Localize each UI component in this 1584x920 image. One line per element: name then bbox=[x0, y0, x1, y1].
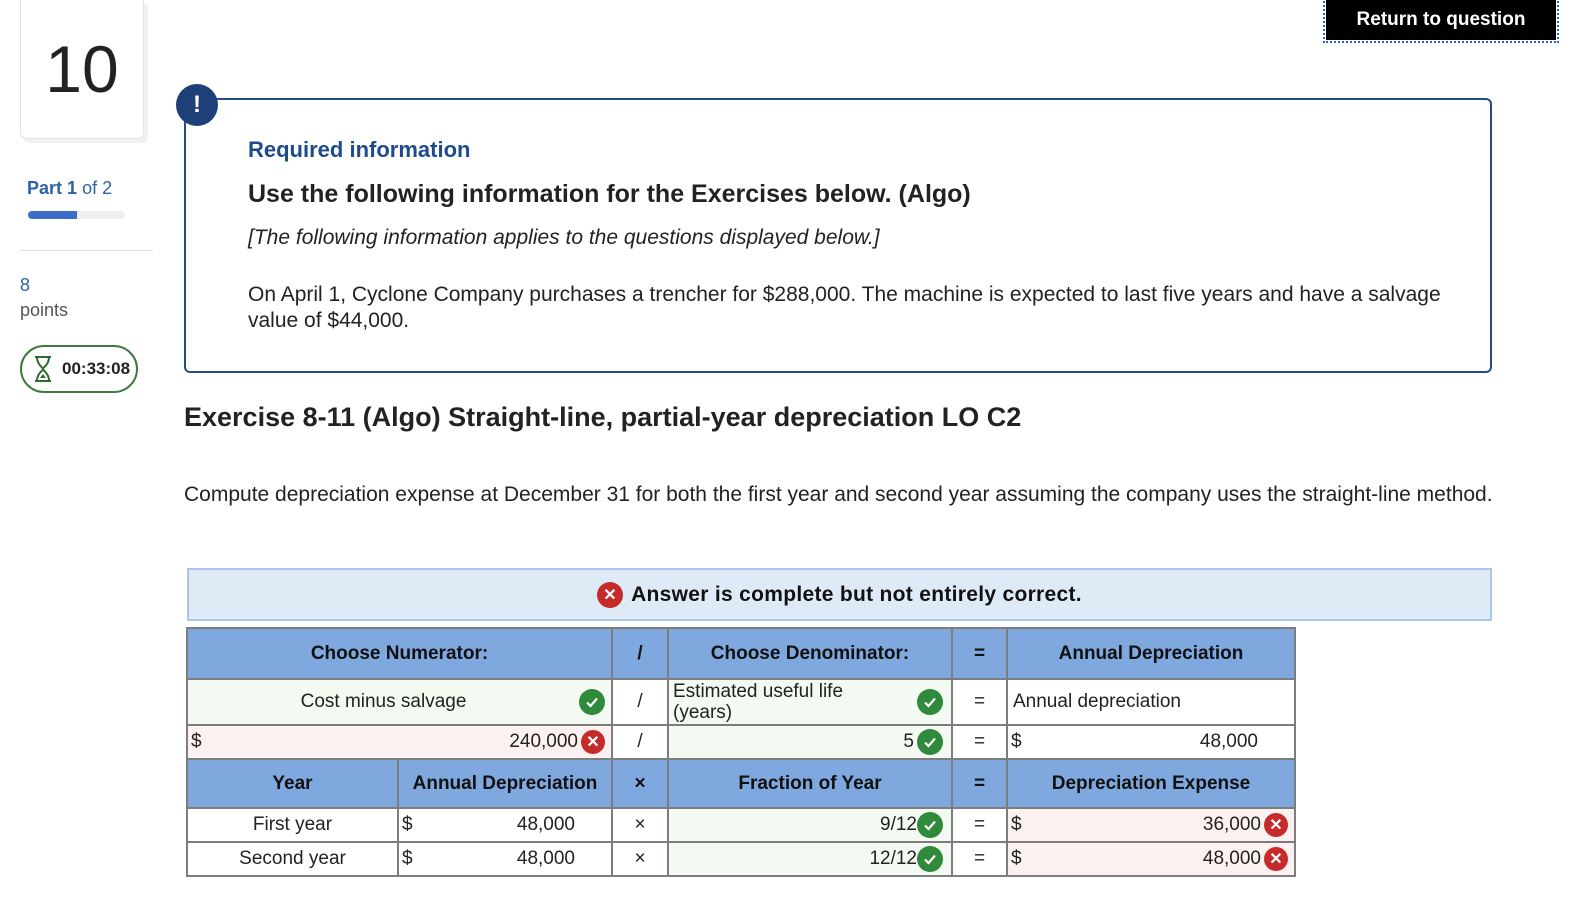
annual-depreciation-value: 48,000 bbox=[1199, 731, 1258, 752]
depreciation-table bbox=[186, 627, 1296, 877]
year-label: Second year bbox=[187, 842, 398, 876]
expense-value: 36,000 bbox=[1202, 814, 1261, 835]
header-times: × bbox=[612, 759, 668, 808]
row2-equals: = bbox=[952, 725, 1007, 759]
header-depreciation-expense: Depreciation Expense bbox=[1007, 759, 1295, 808]
header-numerator: Choose Numerator: bbox=[187, 628, 612, 679]
denominator-value: Estimated useful life (years) bbox=[673, 681, 844, 723]
dollar-sign: $ bbox=[1011, 814, 1022, 835]
fraction-value: 9/12 bbox=[880, 814, 917, 835]
points-value: 8 bbox=[20, 275, 31, 295]
fraction-input[interactable] bbox=[668, 842, 952, 876]
timer-value: 00:33:08 bbox=[62, 359, 131, 378]
exercise-instructions: Compute depreciation expense at December 31 for both the first year and second year assuming the company uses the straight-line method. bbox=[184, 483, 1493, 506]
numerator-select[interactable] bbox=[187, 679, 612, 725]
equals-sign: = bbox=[952, 808, 1007, 842]
denominator-amount: 5 bbox=[903, 731, 914, 752]
points-label: points bbox=[20, 300, 69, 320]
annual-value: 48,000 bbox=[516, 848, 575, 869]
numerator-value: Cost minus salvage bbox=[300, 691, 467, 712]
incorrect-icon: ✕ bbox=[597, 582, 623, 608]
incorrect-icon: ✕ bbox=[581, 730, 605, 754]
part-progress-fill bbox=[28, 211, 77, 219]
part-word: Part bbox=[27, 178, 63, 198]
row1-slash: / bbox=[612, 679, 668, 725]
part-of: of 2 bbox=[82, 178, 113, 198]
dollar-sign: $ bbox=[402, 848, 413, 869]
applies-note: [The following information applies to the questions displayed below.] bbox=[248, 226, 880, 249]
expense-input[interactable] bbox=[1007, 842, 1295, 876]
correct-icon bbox=[917, 812, 943, 838]
equals-sign: = bbox=[952, 842, 1007, 876]
dollar-sign: $ bbox=[402, 814, 413, 835]
correct-icon bbox=[917, 689, 943, 715]
header-fraction-of-year: Fraction of Year bbox=[668, 759, 952, 808]
header-year: Year bbox=[187, 759, 398, 808]
annual-cell bbox=[398, 808, 612, 842]
header-annual-depreciation: Annual Depreciation bbox=[1007, 628, 1295, 679]
header-slash: / bbox=[612, 628, 668, 679]
table-row bbox=[187, 808, 1295, 842]
annual-value: 48,000 bbox=[516, 814, 575, 835]
header-denominator: Choose Denominator: bbox=[668, 628, 952, 679]
table-row bbox=[187, 842, 1295, 876]
sidebar-divider bbox=[20, 250, 153, 251]
part-indicator bbox=[27, 178, 112, 199]
denominator-select[interactable] bbox=[668, 679, 952, 725]
answer-status-banner bbox=[187, 568, 1492, 621]
fraction-input[interactable] bbox=[668, 808, 952, 842]
correct-icon bbox=[917, 729, 943, 755]
part-current: 1 bbox=[67, 178, 78, 198]
incorrect-icon: ✕ bbox=[1264, 847, 1288, 871]
correct-icon bbox=[917, 846, 943, 872]
header-equals-2: = bbox=[952, 759, 1007, 808]
incorrect-icon: ✕ bbox=[1264, 813, 1288, 837]
row1-equals: = bbox=[952, 679, 1007, 725]
fraction-value: 12/12 bbox=[869, 848, 917, 869]
times-sign: × bbox=[612, 808, 668, 842]
header-annual-depreciation-2: Annual Depreciation bbox=[398, 759, 612, 808]
numerator-amount-input[interactable] bbox=[187, 725, 612, 759]
annual-cell bbox=[398, 842, 612, 876]
answer-status-text: Answer is complete but not entirely correct. bbox=[631, 582, 1082, 606]
info-body: On April 1, Cyclone Company purchases a trencher for $288,000. The machine is expected to last five years and have a salvage value of $44,000. bbox=[248, 283, 1441, 332]
year-label: First year bbox=[187, 808, 398, 842]
part-progress-bar bbox=[28, 211, 125, 219]
dollar-sign: $ bbox=[1011, 731, 1022, 752]
hourglass-icon bbox=[32, 355, 54, 383]
dollar-sign: $ bbox=[191, 731, 202, 752]
denominator-amount-input[interactable] bbox=[668, 725, 952, 759]
expense-input[interactable] bbox=[1007, 808, 1295, 842]
required-info-title: Required information bbox=[248, 137, 471, 162]
correct-icon bbox=[579, 689, 605, 715]
timer[interactable] bbox=[20, 345, 138, 393]
exercise-title: Exercise 8-11 (Algo) Straight-line, partial-year depreciation LO C2 bbox=[184, 402, 1022, 432]
annual-depreciation-amount bbox=[1007, 725, 1295, 759]
header-equals: = bbox=[952, 628, 1007, 679]
row2-slash: / bbox=[612, 725, 668, 759]
question-number: 10 bbox=[20, 0, 144, 139]
alert-icon: ! bbox=[176, 84, 218, 126]
times-sign: × bbox=[612, 842, 668, 876]
expense-value: 48,000 bbox=[1202, 848, 1261, 869]
return-to-question-button[interactable]: Return to question bbox=[1326, 0, 1556, 40]
dollar-sign: $ bbox=[1011, 848, 1022, 869]
annual-depreciation-label: Annual depreciation bbox=[1007, 679, 1295, 725]
info-heading: Use the following information for the Exercises below. (Algo) bbox=[248, 180, 971, 208]
numerator-amount: 240,000 bbox=[509, 731, 578, 752]
